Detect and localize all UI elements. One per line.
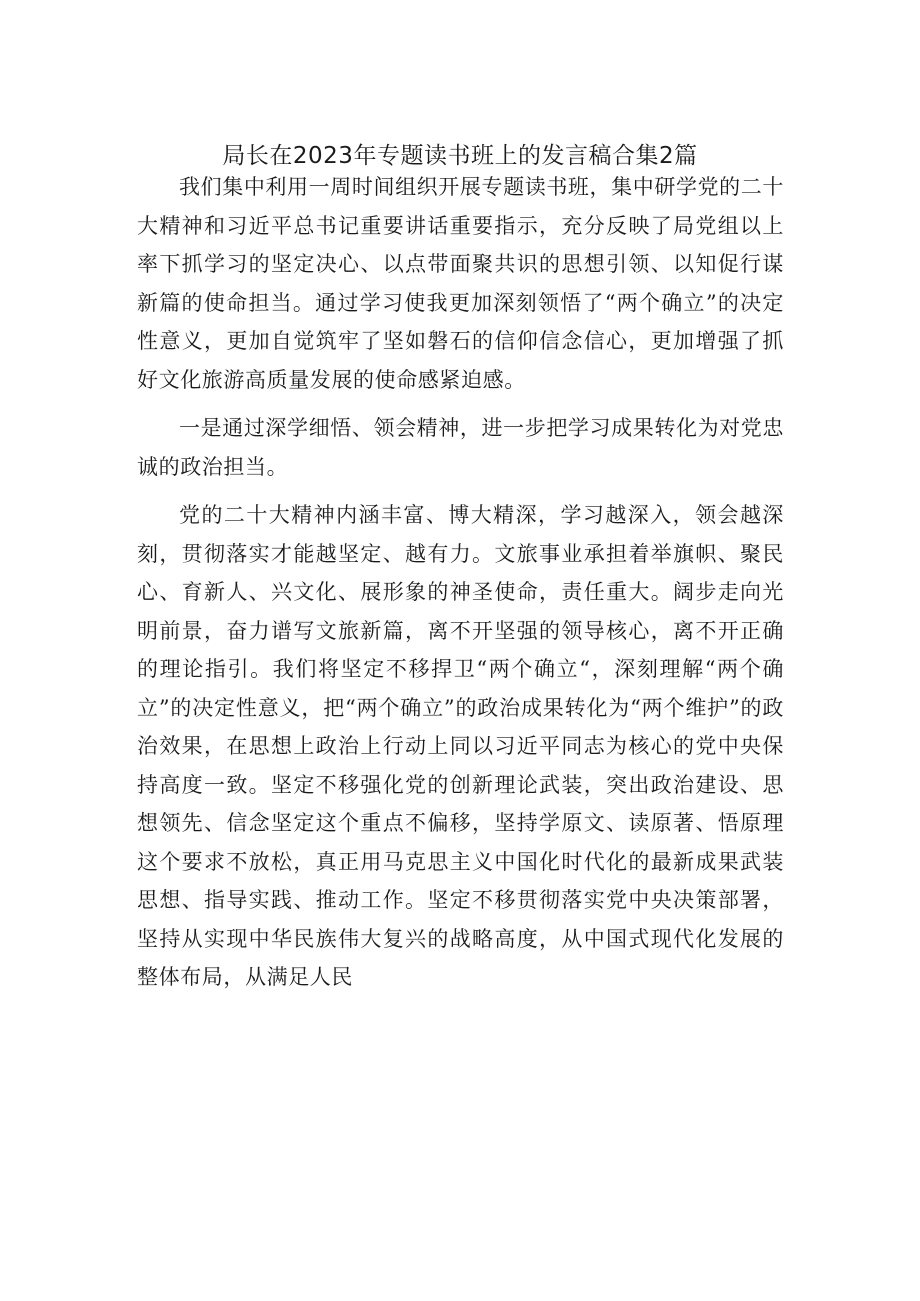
paragraph-intro: 我们集中利用一周时间组织开展专题读书班，集中研学党的二十大精神和习近平总书记重要讲话重要指示，充分反映了局党组以上率下抓学习的坚定决心、以点带面聚共识的思想引领、以知促行谋新篇的使命担当。通过学习使我更加深刻领悟了“两个确立”的决定性意义，更加自觉筑牢了坚如磐石的信仰信念信心，更加增强了抓好文化旅游高质量发展的使命感紧迫感。 bbox=[137, 175, 784, 392]
paragraph-body: 党的二十大精神内涵丰富、博大精深，学习越深入，领会越深刻，贯彻落实才能越坚定、越有力。文旅事业承担着举旗帜、聚民心、育新人、兴文化、展形象的神圣使命，责任重大。阔步走向光明前景，奋力谱写文旅新篇，离不开坚强的领导核心，离不开正确的理论指引。我们将坚定不移捍卫“两个确立“，深刻理解“两个确立”的决定性意义，把“两个确立”的政治成果转化为“两个维护”的政治效果，在思想上政治上行动上同以习近平同志为核心的党中央保持高度一致。坚定不移强化党的创新理论武装，突出政治建设、思想领先、信念坚定这个重点不偏移，坚持学原文、读原著、悟原理这个要求不放松，真正用马克思主义中国化时代化的最新成果武装思想、指导实践、推动工作。坚定不移贯彻落实党中央决策部署，坚持从实现中华民族伟大复兴的战略高度，从中国式现代化发展的整体布局，从满足人民 bbox=[137, 503, 784, 989]
document-body bbox=[137, 168, 784, 997]
document-title: 局长在2023年专题读书班上的发言稿合集2篇 bbox=[222, 143, 698, 169]
paragraph-section-heading: 一是通过深学细悟、领会精神，进一步把学习成果转化为对党忠诚的政治担当。 bbox=[137, 416, 784, 479]
